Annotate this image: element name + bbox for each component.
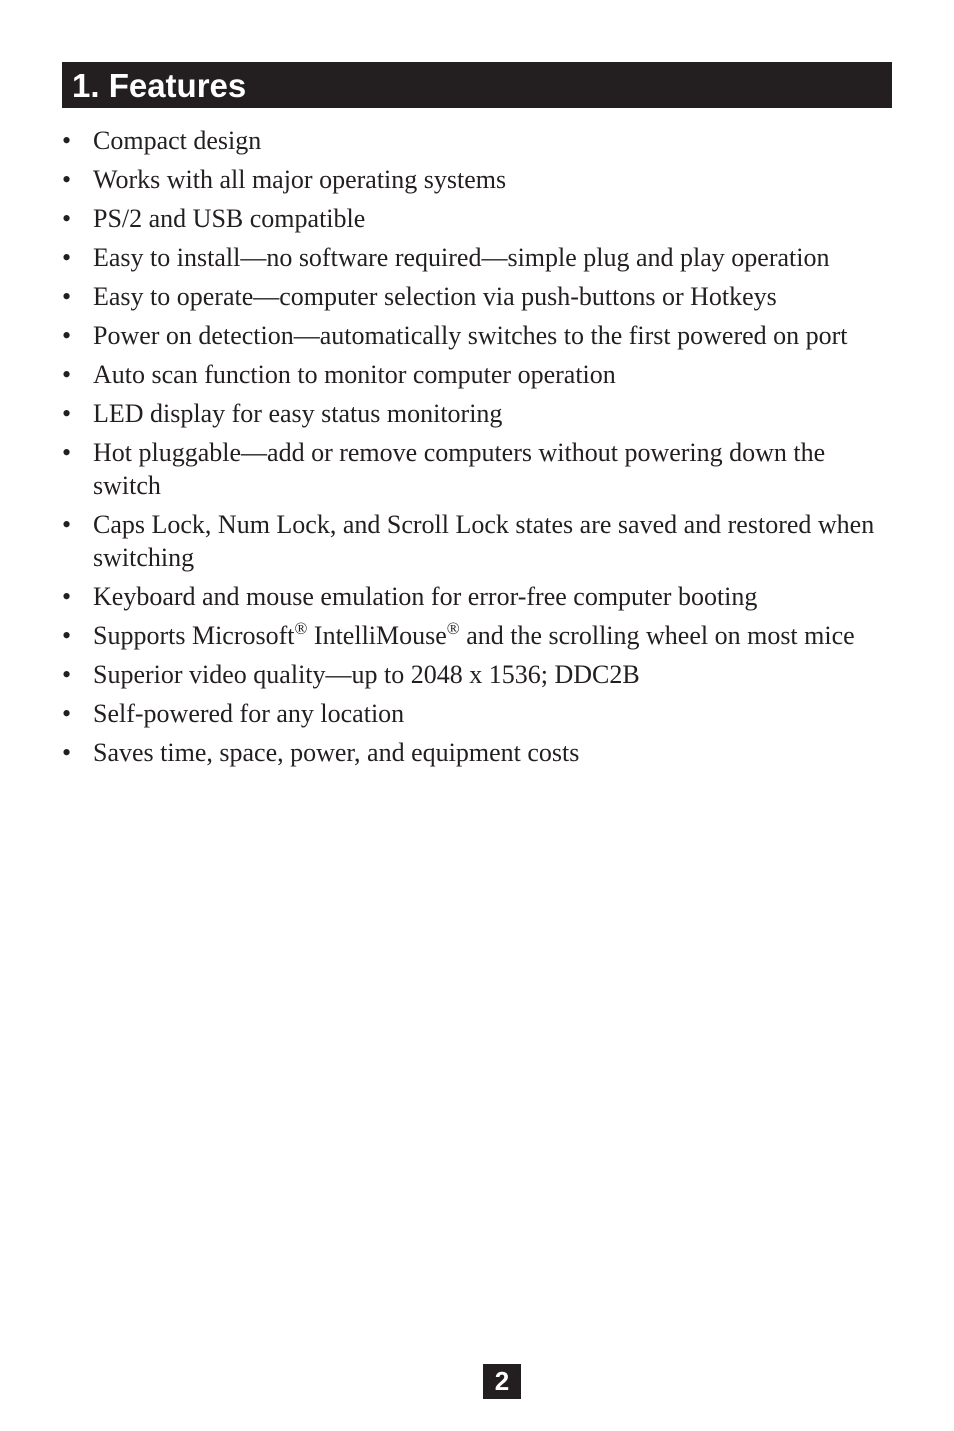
feature-text-part: Supports Microsoft bbox=[93, 621, 295, 650]
feature-text: Power on detection—automatically switches to the first powered on port bbox=[93, 321, 848, 350]
feature-text: Self-powered for any location bbox=[93, 699, 405, 728]
bullet-icon: • bbox=[62, 243, 72, 272]
feature-item bbox=[62, 241, 892, 274]
bullet-icon: • bbox=[62, 738, 72, 767]
feature-text: Saves time, space, power, and equipment costs bbox=[93, 738, 580, 767]
section-header-bar bbox=[62, 62, 892, 108]
feature-text: PS/2 and USB compatible bbox=[93, 204, 366, 233]
feature-item bbox=[62, 124, 892, 157]
feature-text-part: IntelliMouse bbox=[307, 621, 447, 650]
feature-item bbox=[62, 280, 892, 313]
registered-mark: ® bbox=[446, 619, 460, 638]
bullet-icon: • bbox=[62, 510, 72, 539]
bullet-icon: • bbox=[62, 360, 72, 389]
feature-text: Auto scan function to monitor computer operation bbox=[93, 360, 616, 389]
bullet-icon: • bbox=[62, 165, 72, 194]
feature-text: Caps Lock, Num Lock, and Scroll Lock states are saved and restored when switching bbox=[93, 510, 875, 572]
feature-text bbox=[93, 621, 855, 650]
bullet-icon: • bbox=[62, 621, 72, 650]
feature-text: Works with all major operating systems bbox=[93, 165, 507, 194]
feature-text: Compact design bbox=[93, 126, 262, 155]
feature-text: Easy to operate—computer selection via push-buttons or Hotkeys bbox=[93, 282, 777, 311]
bullet-icon: • bbox=[62, 660, 72, 689]
feature-text: LED display for easy status monitoring bbox=[93, 399, 503, 428]
bullet-icon: • bbox=[62, 699, 72, 728]
feature-item bbox=[62, 508, 892, 574]
feature-item bbox=[62, 202, 892, 235]
feature-text: Superior video quality—up to 2048 x 1536; DDC2B bbox=[93, 660, 640, 689]
feature-text: Keyboard and mouse emulation for error-free computer booting bbox=[93, 582, 758, 611]
bullet-icon: • bbox=[62, 438, 72, 467]
registered-mark: ® bbox=[294, 619, 308, 638]
feature-item bbox=[62, 436, 892, 502]
feature-item bbox=[62, 736, 892, 769]
feature-item bbox=[62, 697, 892, 730]
bullet-icon: • bbox=[62, 582, 72, 611]
feature-item bbox=[62, 163, 892, 196]
bullet-icon: • bbox=[62, 321, 72, 350]
bullet-icon: • bbox=[62, 204, 72, 233]
feature-item bbox=[62, 658, 892, 691]
bullet-icon: • bbox=[62, 399, 72, 428]
feature-item bbox=[62, 580, 892, 613]
feature-item bbox=[62, 619, 892, 652]
feature-item bbox=[62, 358, 892, 391]
feature-text: Easy to install—no software required—simple plug and play operation bbox=[93, 243, 830, 272]
feature-text: Hot pluggable—add or remove computers without powering down the switch bbox=[93, 438, 826, 500]
section-title: 1. Features bbox=[72, 67, 247, 104]
feature-list bbox=[62, 124, 892, 775]
page-number-box bbox=[483, 1364, 521, 1399]
feature-item bbox=[62, 319, 892, 352]
feature-item bbox=[62, 397, 892, 430]
bullet-icon: • bbox=[62, 126, 72, 155]
page-number: 2 bbox=[494, 1366, 510, 1396]
feature-text-part: and the scrolling wheel on most mice bbox=[459, 621, 855, 650]
bullet-icon: • bbox=[62, 282, 72, 311]
